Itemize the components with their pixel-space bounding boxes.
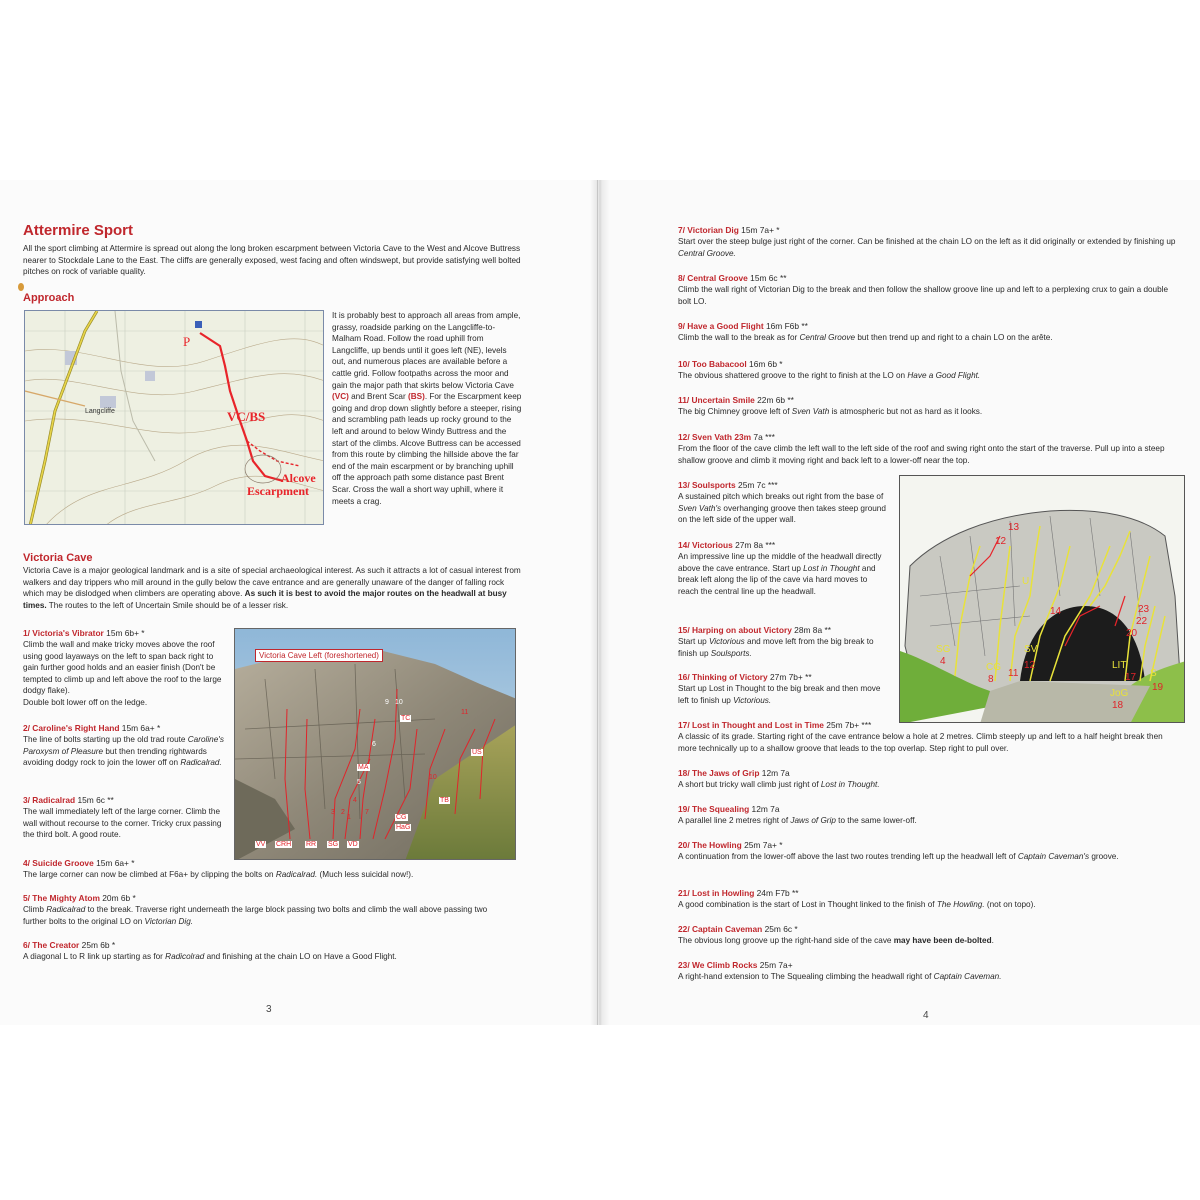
topo-tag: 12 <box>995 536 1007 547</box>
route-11: 11/ Uncertain Smile 22m 6b ** The big Chimney groove left of Sven Vath is atmospheric but not as hard as it looks. <box>678 395 983 416</box>
page-number-right: 4 <box>923 1010 929 1021</box>
topo-tag: 9 <box>385 699 389 706</box>
right-page <box>599 180 1200 1025</box>
route-2: 2/ Caroline's Right Hand 15m 6a+ * The line of bolts starting up the old trad route Caroline's Paroxysm of Pleasure but then trending rightwards avoiding dodgy rock to join the lower off on Radicalrad. <box>23 723 224 767</box>
route-20: 20/ The Howling 25m 7a+ * A continuation from the lower-off above the last two routes trending left up the headwall left of Captain Caveman's groove. <box>678 840 1119 861</box>
intro-paragraph: All the sport climbing at Attermire is spread out along the long broken escarpment between Victoria Cave to the West and Alcove Buttress nearer to Stockdale Lane to the East. The cliffs are generally exposed, west facing and often windswept, but provide satisfying well bolted pitches on rock of variable quality. <box>23 244 521 277</box>
topo-tag: 14 <box>1050 606 1062 617</box>
topo-tag: 19 <box>1152 682 1164 693</box>
topo-tag: 2 <box>341 809 345 816</box>
topo-tag: 11 <box>461 709 469 716</box>
route-10: 10/ Too Babacool 16m 6b * The obvious shattered groove to the right to finish at the LO on Have a Good Flight. <box>678 359 981 380</box>
topo-tag: 22 <box>1136 616 1148 627</box>
route-18: 18/ The Jaws of Grip 12m 7a A short but tricky wall climb just right of Lost in Thought. <box>678 768 880 789</box>
topo-tag: 4 <box>940 656 946 667</box>
route-21: 21/ Lost in Howling 24m F7b ** A good combination is the start of Lost in Thought linked to the finish of The Howling. (not on topo). <box>678 888 1036 909</box>
topo-tag: VV <box>256 841 266 848</box>
route-19: 19/ The Squealing 12m 7a A parallel line 2 metres right of Jaws of Grip to the same lower-off. <box>678 804 917 825</box>
topo-tag: MA <box>358 764 369 771</box>
map-label-escarpment: Escarpment <box>247 484 309 498</box>
topo-tag: CG <box>396 814 407 821</box>
topo-tag: 3 <box>331 809 335 816</box>
victoria-cave-topo <box>899 475 1185 723</box>
map-label-parking: P <box>183 334 191 349</box>
route-23: 23/ We Climb Rocks 25m 7a+ A right-hand extension to The Squealing climbing the headwall right of Captain Caveman. <box>678 960 1002 981</box>
topo-tag: 10 <box>429 774 437 781</box>
topo-tag: LIT <box>1112 660 1127 671</box>
bullet-icon <box>18 283 24 291</box>
topo-tag: CG <box>986 662 1001 673</box>
route-17: 17/ Lost in Thought and Lost in Time 25m 7b+ *** A classic of its grade. Starting right of the cave entrance below a hole at 2 metres. Climb steeply up and left to a half height break then more technically up to a shallow groove that leads to the top overlap. Step right to pull over. <box>678 720 1163 753</box>
victoria-cave-heading: Victoria Cave <box>23 552 93 564</box>
topo-tag: TC <box>401 715 411 722</box>
topo-tag: 5 <box>357 779 361 786</box>
topo-tag: 11 <box>1008 668 1019 679</box>
topo-tag: TB <box>440 797 449 804</box>
map-label-vcbs: VC/BS <box>227 409 266 424</box>
topo-tag: US <box>472 749 482 756</box>
victoria-cave-text: Victoria Cave is a major geological landmark and is a site of special archaeological interest. As such it attracts a lot of casual interest from walkers and day trippers who mill around in the gully below the cave entrance and are generally unaware of the danger of falling rock which may be dislodged when climbers are operating above. As such it is best to avoid the major routes on the headwall at busy times. The routes to the left of Uncertain Smile should be of a lesser risk. <box>23 566 521 610</box>
approach-heading: Approach <box>23 292 75 304</box>
route-6: 6/ The Creator 25m 6b * A diagonal L to R link up starting as for Radicolrad and finishing at the chain LO on Have a Good Flight. <box>23 940 397 961</box>
topo-tag: SG <box>936 644 951 655</box>
topo-tag: CRH <box>276 841 292 848</box>
topo-graphic <box>900 476 1185 723</box>
route-7: 7/ Victorian Dig 15m 7a+ * Start over the steep bulge just right of the corner. Can be finished at the chain LO on the left as it did originally or extended by finishing up Central Groove. <box>678 225 1176 258</box>
book-gutter <box>590 180 610 1025</box>
topo-tag: HaG <box>396 824 411 831</box>
topo-tag: JoG <box>1110 688 1129 699</box>
topo-tag: 12 <box>1024 660 1036 671</box>
topo-tag: SG <box>328 841 339 848</box>
route-8: 8/ Central Groove 15m 6c ** Climb the wall right of Victorian Dig to the break and then follow the shallow groove line up and left to a perplexing crux to gain a double bolt LO. <box>678 273 1169 306</box>
route-4: 4/ Suicide Groove 15m 6a+ * The large corner can now be climbed at F6a+ by clipping the bolts on Radicalrad. (Much less suicidal now!). <box>23 858 414 879</box>
topo-tag: 13 <box>1008 522 1020 533</box>
topo-tag: 7 <box>365 809 369 816</box>
topo-tag: 17 <box>1125 672 1137 683</box>
page-number-left: 3 <box>266 1004 272 1015</box>
route-22: 22/ Captain Caveman 25m 6c * The obvious long groove up the right-hand side of the cave may have been de-bolted. <box>678 924 994 945</box>
topo-tag: VD <box>348 841 358 848</box>
approach-map <box>24 310 324 525</box>
topo-tag: 4 <box>353 797 357 804</box>
page-title: Attermire Sport <box>23 222 134 239</box>
topo-tag: 18 <box>1112 700 1124 711</box>
topo-tag: RR <box>306 841 317 848</box>
map-label-town: Langcliffe <box>85 408 115 415</box>
route-15: 15/ Harping on about Victory 28m 8a ** Start up Victorious and move left from the big break to finish up Soulsports. <box>678 625 874 658</box>
topo-tag: 23 <box>1138 604 1150 615</box>
approach-text: It is probably best to approach all areas from ample, grassy, roadside parking on the Langcliffe-to-Malham Road. Follow the road uphill from Langcliffe, up bends until it goes left (NE), levels out, and numerous places are available before a cattle grid. Follow footpaths across the moor and gain the major path that skirts below Victoria Cave (VC) and Brent Scar (BS). For the Escarpment keep going and drop down slightly before a steeper, rising and scrambling path leads up rocky ground to the left and around to below Windy Buttress and the start of the climbs. Alcove Buttress can be accessed from this route by climbing the hillside above the far end of the main escarpment or by branching uphill off the approach path some distance past Brent Scar. Cross the wall a short way uphill, where it meets a crag. <box>332 311 522 506</box>
route-5: 5/ The Mighty Atom 20m 6b * Climb Radicalrad to the break. Traverse right underneath the large block passing two bolts and climb the wall above passing two further bolts to the original LO on Victorian Dig. <box>23 893 488 926</box>
topo-tag: U <box>1022 576 1030 587</box>
map-label-alcove: Alcove <box>281 471 316 485</box>
route-14: 14/ Victorious 27m 8a *** An impressive line up the middle of the headwall directly above the cave entrance. Start up Lost in Thought and break left along the lip of the cave via hard moves to reach the central line up the headwall. <box>678 540 882 596</box>
topo-tag: 6 <box>372 741 376 748</box>
photo-caption: Victoria Cave Left (foreshortened) <box>255 649 383 662</box>
route-16: 16/ Thinking of Victory 27m 7b+ ** Start up Lost in Thought to the big break and then move left to finish up Victorious. <box>678 672 881 705</box>
victoria-cave-left-photo <box>234 628 516 860</box>
topo-tag: 20 <box>1126 628 1138 639</box>
route-3: 3/ Radicalrad 15m 6c ** The wall immediately left of the large corner. Climb the wall without recourse to the corner. Tricky crux passing the third bolt. A good route. <box>23 795 222 839</box>
route-12: 12/ Sven Vath 23m 7a *** From the floor of the cave climb the left wall to the left side of the roof and swing right onto the start of the traverse. Pull up into a steep shallow groove and climb it moving right and back left to a lower-off near the top. <box>678 432 1165 465</box>
route-9: 9/ Have a Good Flight 16m F6b ** Climb the wall to the break as for Central Groove but then trend up and right to a chain LO on the arête. <box>678 321 1053 342</box>
topo-tag: 1 <box>347 814 351 821</box>
topo-tag: S <box>1150 668 1157 679</box>
topo-tag: SV <box>1024 644 1038 655</box>
route-1: 1/ Victoria's Vibrator 15m 6b+ * Climb the wall and make tricky moves above the roof using good layaways on the left to span back right to gain further good holds and an easier finish (Don't be tempted to climb up and left above the roof to the large dodgy flake). Double bolt lower off on the ledge. <box>23 628 222 707</box>
route-13: 13/ Soulsports 25m 7c *** A sustained pitch which breaks out right from the base of Sven Vath's overhanging groove then takes steep ground on the left side of the upper wall. <box>678 480 886 524</box>
topo-tag: 8 <box>988 674 994 685</box>
left-page <box>0 180 598 1025</box>
book-spread <box>0 180 1200 1025</box>
topo-tag: 10 <box>395 699 403 706</box>
